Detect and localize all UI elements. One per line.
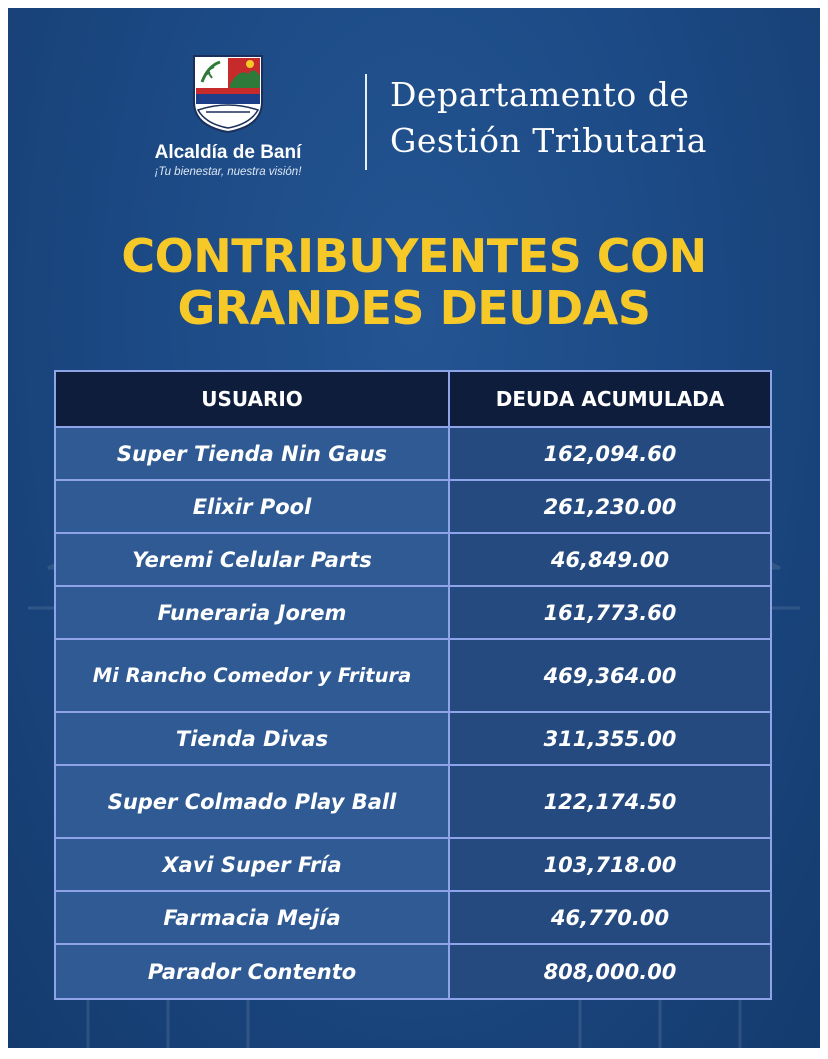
cell-usuario: Parador Contento: [55, 944, 449, 999]
table-row: [55, 427, 771, 480]
cell-usuario: Super Tienda Nin Gaus: [55, 427, 449, 480]
table-row: [55, 639, 771, 712]
poster: [8, 8, 820, 1048]
cell-deuda: 808,000.00: [449, 944, 771, 999]
table-row: [55, 891, 771, 944]
department-line-2: Gestión Tributaria: [390, 121, 707, 160]
title-line-2: GRANDES DEUDAS: [177, 281, 651, 335]
logo-name: Alcaldía de Baní: [154, 142, 302, 163]
column-header-usuario: USUARIO: [55, 371, 449, 427]
logo-slogan: ¡Tu bienestar, nuestra visión!: [154, 166, 302, 178]
cell-usuario: Tienda Divas: [55, 712, 449, 765]
header: [8, 50, 820, 190]
table-row: [55, 712, 771, 765]
cell-deuda: 46,770.00: [449, 891, 771, 944]
cell-usuario: Elixir Pool: [55, 480, 449, 533]
coat-of-arms-icon: [190, 54, 266, 134]
table-row: [55, 533, 771, 586]
cell-usuario: Xavi Super Fría: [55, 838, 449, 891]
logo: [120, 50, 320, 190]
debt-table: [54, 370, 772, 1000]
column-header-deuda: DEUDA ACUMULADA: [449, 371, 771, 427]
cell-usuario: Super Colmado Play Ball: [55, 765, 449, 838]
cell-deuda: 469,364.00: [449, 639, 771, 712]
title-line-1: CONTRIBUYENTES CON: [121, 229, 707, 283]
cell-usuario: Farmacia Mejía: [55, 891, 449, 944]
cell-usuario: Mi Rancho Comedor y Fritura: [55, 639, 449, 712]
cell-usuario: Yeremi Celular Parts: [55, 533, 449, 586]
header-divider: [365, 74, 367, 170]
cell-deuda: 162,094.60: [449, 427, 771, 480]
cell-deuda: 103,718.00: [449, 838, 771, 891]
table-row: [55, 765, 771, 838]
cell-usuario: Funeraria Jorem: [55, 586, 449, 639]
table-row: [55, 838, 771, 891]
cell-deuda: 161,773.60: [449, 586, 771, 639]
table-header-row: [55, 371, 771, 427]
cell-deuda: 311,355.00: [449, 712, 771, 765]
table-row: [55, 944, 771, 999]
cell-deuda: 122,174.50: [449, 765, 771, 838]
department-name: [390, 72, 810, 164]
table-row: [55, 480, 771, 533]
table-row: [55, 586, 771, 639]
page-title: [8, 230, 820, 334]
department-line-1: Departamento de: [390, 75, 690, 114]
cell-deuda: 46,849.00: [449, 533, 771, 586]
cell-deuda: 261,230.00: [449, 480, 771, 533]
